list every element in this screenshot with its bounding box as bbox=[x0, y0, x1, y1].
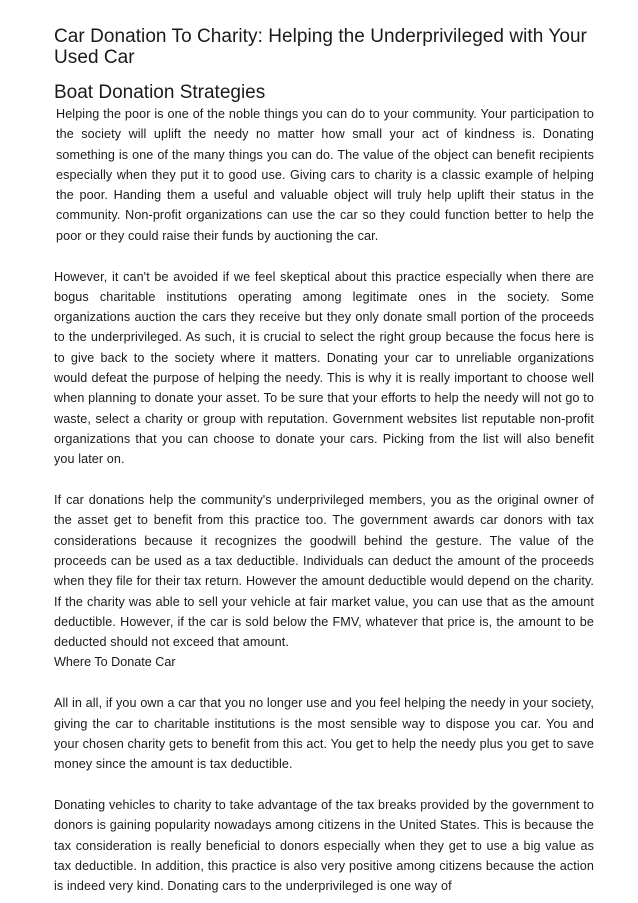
document-title: Car Donation To Charity: Helping the Underprivileged with Your Used Car bbox=[54, 26, 587, 68]
paragraph: Donating vehicles to charity to take advantage of the tax breaks provided by the government to donors is gaining popularity nowadays among citizens in the United States. This is because the tax consideration is really beneficial to donors especially when they get to use a big value as tax deductible. In addition, this practice is also very positive among citizens because the action is indeed very kind. Donating cars to the underprivileged is one way of bbox=[54, 797, 594, 894]
paragraph: However, it can't be avoided if we feel skeptical about this practice especially when there are bogus charitable institutions operating among legitimate ones in the society. Some organizations auction the cars they receive but they only donate small portion of the proceeds to the underprivileged. As such, it is crucial to select the right group because the focus here is to give back to the society where it matters. Donating your car to unreliable organizations would defeat the purpose of helping the needy. This is why it is really important to choose well when planning to donate your asset. To be sure that your efforts to help the needy will not go to waste, select a charity or group with reputation. Government websites list reputable non-profit organizations that you can choose to donate your cars. Picking from the list will also benefit you later on. bbox=[54, 269, 594, 467]
section-heading: Boat Donation Strategies bbox=[54, 82, 266, 103]
paragraph: All in all, if you own a car that you no longer use and you feel helping the needy in your society, giving the car to charitable institutions is the most sensible way to dispose you car. You and your chosen charity gets to benefit from this act. You get to help the needy plus you get to save money since the amount is tax deductible. bbox=[54, 696, 594, 772]
subheading: Where To Donate Car bbox=[54, 655, 176, 670]
document-page bbox=[54, 26, 594, 896]
paragraph: If car donations help the community's underprivileged members, you as the original owner of the asset get to benefit from this practice too. The government awards car donors with tax considerations because it recognizes the goodwill behind the gesture. The value of the proceeds can be used as a tax deductible. Individuals can deduct the amount of the proceeds when they file for their tax return. However the amount deductible would depend on the charity. If the charity was able to sell your vehicle at fair market value, you can use that as the amount deductible. However, if the car is sold below the FMV, whatever that price is, the amount to be deducted should not exceed that amount. bbox=[54, 493, 594, 650]
paragraph: Helping the poor is one of the noble things you can do to your community. Your participation to the society will uplift the needy no matter how small your act of kindness is. Donating something is one of the many things you can do. The value of the object can benefit recipients especially when they put it to good use. Giving cars to charity is a classic example of helping the poor. Handing them a useful and valuable object will truly help uplift their status in the community. Non-profit organizations can use the car so they could function better to help the poor or they could raise their funds by auctioning the car. bbox=[56, 107, 594, 243]
